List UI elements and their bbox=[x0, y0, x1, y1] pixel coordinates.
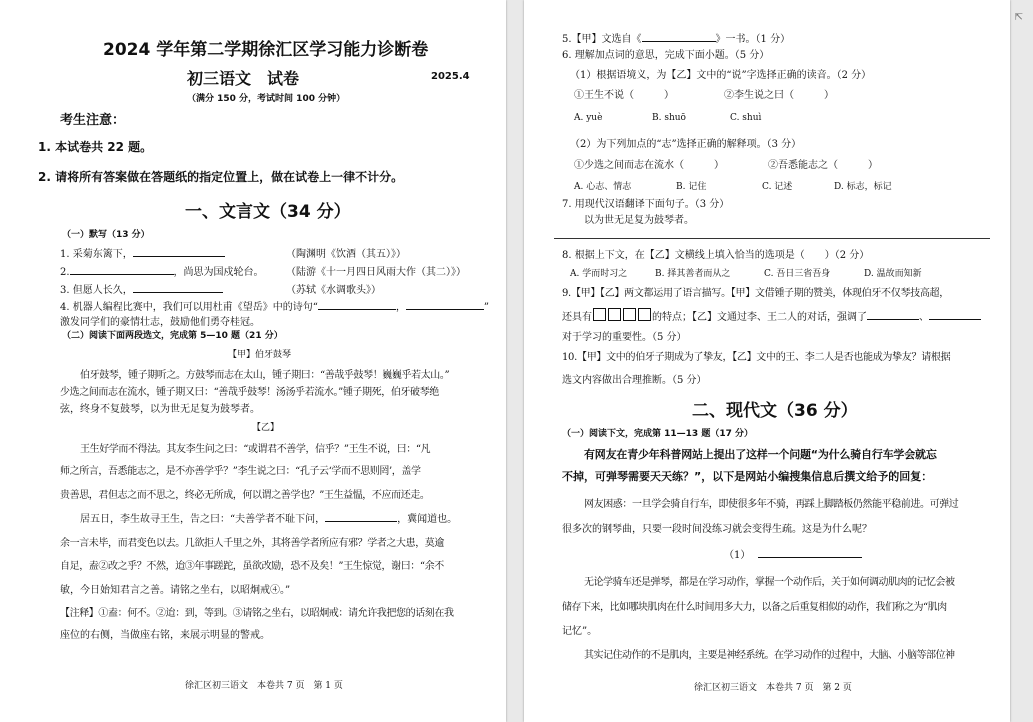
passage-yi-title: 【乙】 bbox=[252, 423, 280, 433]
part-heading: （一）阅读下文，完成第 11—13 题（17 分） bbox=[562, 429, 753, 439]
answer-blank bbox=[70, 264, 174, 275]
question-6-1: （1）根据语境义，为【乙】文中的“说”字选择正确的读音。（2 分） bbox=[570, 70, 872, 81]
passage-jia-line: 伯牙鼓琴，锺子期听之。方鼓琴而志在太山，锺子期曰：“善哉乎鼓琴！巍巍乎若太山。” bbox=[80, 370, 450, 381]
scroll-icon[interactable]: ⇱ bbox=[1014, 12, 1023, 23]
question-3: 3. 但愿人长久， bbox=[60, 281, 223, 296]
question-1: 1. 采菊东篱下， bbox=[60, 245, 225, 260]
question-2-source: （陆游《十一月四日风雨大作（其二）》） bbox=[286, 267, 466, 278]
blank-1: （1） bbox=[724, 546, 862, 561]
passage-yi-line: 敏，今日始知君言之善。请铭之坐右，以昭炯戒④。” bbox=[60, 585, 291, 596]
exam-note: （满分 150 分，考试时间 100 分钟） bbox=[187, 94, 346, 104]
section-1-heading: 一、文言文（34 分） bbox=[185, 202, 351, 222]
option: D. 标志，标记 bbox=[834, 182, 892, 192]
option: A. 心志、情志 bbox=[574, 182, 632, 192]
article-line: 无论学骑车还是弹琴，都是在学习动作，掌握一个动作后，关于如何调动肌肉的记忆会被 bbox=[584, 577, 955, 588]
exam-page-1 bbox=[0, 0, 506, 722]
section-2-heading: 二、现代文（36 分） bbox=[692, 401, 858, 421]
answer-box bbox=[638, 308, 651, 321]
answer-blank bbox=[929, 309, 981, 320]
notice-heading: 考生注意： bbox=[60, 113, 126, 128]
question-5: 5.【甲】文选自《 》一书。（1 分） bbox=[562, 30, 790, 45]
passage-yi-line: 余一言未毕，而君变色以去。几欲拒人千里之外，其将善学者所应有邪？学者之大患，莫逾 bbox=[60, 538, 444, 549]
article-line: 其实记住动作的不是肌肉，主要是神经系统。在学习动作的过程中，大脑、小脑等部位神 bbox=[584, 650, 955, 661]
question-4-line-2: 激发同学们的豪情壮志，鼓励他们勇夺桂冠。 bbox=[60, 317, 260, 328]
exam-title: 2024 学年第二学期徐汇区学习能力诊断卷 bbox=[103, 40, 429, 60]
exam-subtitle: 初三语文 试卷 bbox=[187, 69, 300, 88]
divider bbox=[554, 238, 990, 239]
answer-box bbox=[623, 308, 636, 321]
option: C. 记述 bbox=[762, 182, 793, 192]
article-line: 网友困惑：一旦学会骑自行车，即使很多年不骑，再踩上脚踏板仍然能平稳前进。可弹过 bbox=[584, 499, 959, 510]
passage-jia-line: 弦，终身不复鼓琴，以为世无足复为鼓琴者。 bbox=[60, 404, 260, 415]
passage-yi-line: 贵善思，君但志之而不思之，终必无所成，何以谓之善学也？”王生益愠，不应而还走。 bbox=[60, 490, 430, 501]
article-line: 很多次的钢琴曲，只要一段时间没练习就会变得生疏。这是为什么呢？ bbox=[562, 524, 872, 535]
question-4: 4. 机器人编程比赛中，我们可以用杜甫《望岳》中的诗句“ ， ” bbox=[60, 298, 489, 313]
question-7-sentence: 以为世无足复为鼓琴者。 bbox=[584, 215, 694, 226]
question-7: 7. 用现代汉语翻译下面句子。（3 分） bbox=[562, 199, 730, 210]
intro-line: 不掉，可弹琴需要天天练？”，以下是网站小编搜集信息后撰文给予的回复： bbox=[562, 470, 933, 483]
question-6-2: （2）为下列加点的“志”选择正确的解释项。（3 分） bbox=[570, 139, 802, 150]
question-3-source: （苏轼《水调歌头》） bbox=[286, 285, 381, 296]
question-1-source: （陶渊明《饮酒（其五）》） bbox=[286, 249, 406, 260]
exam-page-2 bbox=[524, 0, 1010, 722]
question-6-1-b: ②李生说之曰（ ） bbox=[724, 90, 834, 101]
option: C. 吾日三省吾身 bbox=[764, 269, 831, 279]
answer-box bbox=[593, 308, 606, 321]
part-1-heading: （一）默写（13 分） bbox=[62, 230, 150, 240]
option: B. 择其善者而从之 bbox=[655, 269, 731, 279]
page-footer: 徐汇区初三语文 本卷共 7 页 第 2 页 bbox=[694, 683, 852, 693]
question-6-2-a: ①少选之间而志在流水（ ） bbox=[574, 160, 724, 171]
answer-blank bbox=[867, 309, 919, 320]
passage-yi-line: 师之所言，吾悉能志之，是不亦善学乎？”李生说之曰：“孔子云‘学而不思则罔’，盖学 bbox=[60, 466, 421, 477]
option: A. 学而时习之 bbox=[570, 269, 628, 279]
answer-blank bbox=[318, 299, 396, 310]
notice-2: 2. 请将所有答案做在答题纸的指定位置上，做在试卷上一律不计分。 bbox=[38, 170, 404, 184]
question-9-line-3: 对于学习的重要性。（5 分） bbox=[562, 332, 687, 343]
question-9-line-2: 还具有 的特点；【乙】文通过李、王二人的对话，强调了 、 bbox=[562, 308, 981, 323]
question-6-2-b: ②吾悉能志之（ ） bbox=[768, 160, 878, 171]
question-8: 8. 根据上下文，在【乙】文横线上填入恰当的选项是（ ）（2 分） bbox=[562, 250, 870, 261]
passage-jia-line: 少选之间而志在流水，锺子期又曰：“善哉乎鼓琴！汤汤乎若流水。”锺子期死，伯牙破琴绝 bbox=[60, 387, 439, 398]
passage-jia-title: 【甲】伯牙鼓琴 bbox=[228, 350, 292, 360]
answer-box bbox=[608, 308, 621, 321]
passage-yi-line: 自足，盍②改之乎？不然，迨③年事蹉跎，虽欲改励，恐不及矣！”王生惊觉，谢曰：“余不 bbox=[60, 561, 444, 572]
exam-date: 2025.4 bbox=[431, 71, 470, 82]
intro-line: 有网友在青少年科普网站上提出了这样一个问题“为什么骑自行车学会就忘 bbox=[584, 448, 937, 461]
question-9: 9.【甲】【乙】两文都运用了语言描写。【甲】文借锺子期的赞美，体现伯牙不仅琴技高超， bbox=[562, 288, 949, 299]
passage-yi-line: 居五日，李生故寻王生，告之曰：“夫善学者不耻下问， ，冀闻道也。 bbox=[80, 510, 457, 525]
part-2-heading: （二）阅读下面两段选文，完成第 5—10 题（21 分） bbox=[62, 331, 283, 341]
notes-line: 座位的右侧，当做座右铭，来展示明显的警戒。 bbox=[60, 630, 270, 641]
question-10: 10.【甲】文中的伯牙子期成为了挚友，【乙】文中的王、李二人是否也能成为挚友？请根据 bbox=[562, 352, 951, 363]
option: B. 记住 bbox=[676, 182, 707, 192]
notice-1: 1. 本试卷共 22 题。 bbox=[38, 140, 153, 154]
question-10-line-2: 选文内容做出合理推断。（5 分） bbox=[562, 375, 707, 386]
option: D. 温故而知新 bbox=[864, 269, 922, 279]
answer-blank bbox=[758, 547, 862, 558]
question-2: 2. ，尚思为国戍轮台。 bbox=[60, 263, 264, 278]
option: A. yuè bbox=[574, 113, 603, 123]
option: B. shuō bbox=[652, 113, 686, 123]
question-6: 6. 理解加点词的意思，完成下面小题。（5 分） bbox=[562, 50, 770, 61]
question-6-1-a: ①王生不说（ ） bbox=[574, 90, 674, 101]
article-line: 记忆”。 bbox=[562, 626, 598, 637]
answer-blank bbox=[133, 246, 225, 257]
notes-line: 【注释】①盍：何不。②迨：到，等到。③请铭之坐右，以昭炯戒：请允许我把您的话刻在我 bbox=[60, 608, 454, 619]
page-footer: 徐汇区初三语文 本卷共 7 页 第 1 页 bbox=[185, 681, 343, 691]
answer-blank bbox=[133, 282, 223, 293]
article-line: 储存下来，比如哪块肌肉在什么时间用多大力，以备之后重复相似的动作，我们称之为“肌肉 bbox=[562, 602, 947, 613]
answer-blank bbox=[406, 299, 484, 310]
answer-blank bbox=[642, 31, 716, 42]
passage-yi-line: 王生好学而不得法。其友李生问之曰：“或谓君不善学，信乎？”王生不说，曰：“凡 bbox=[80, 444, 431, 455]
option: C. shuì bbox=[730, 113, 762, 123]
answer-blank bbox=[325, 511, 397, 522]
